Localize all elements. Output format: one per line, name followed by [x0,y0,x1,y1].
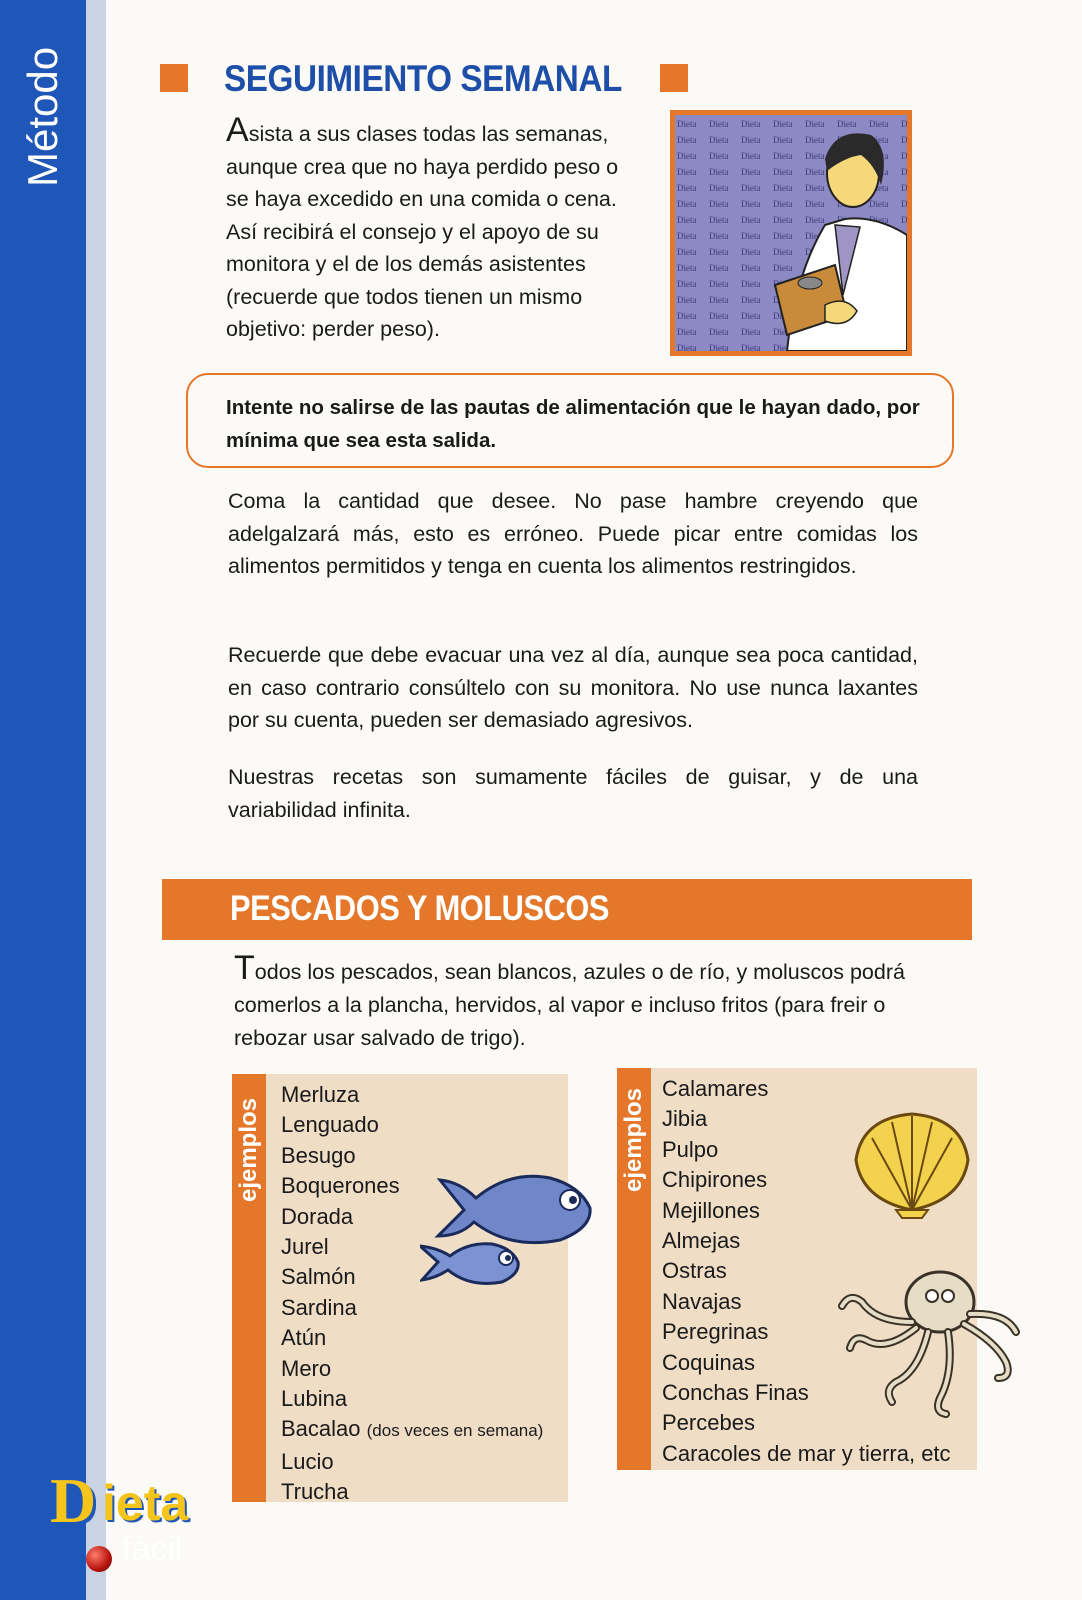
list-item-label: Chipirones [662,1167,768,1193]
list-item-label: Lenguado [281,1112,379,1138]
list-item-label: Sardina [281,1294,357,1320]
section2-intro-text: odos los pescados, sean blancos, azules o de río, y moluscos podrá comerlos a la plancha, hervidos, al vapor e incluso fritos (para freir o rebozar usar salvado de trigo). [234,960,905,1050]
list-item-label: Almejas [662,1228,741,1254]
list-item-label: Lucio [281,1448,334,1474]
title-bullet-right [660,64,688,92]
sidebar-stripe [86,0,106,1600]
list-item [281,1477,543,1507]
fish-icon [420,1166,600,1292]
drop-cap-2: T [234,949,255,987]
shell-icon [852,1110,972,1220]
paragraph-1: Coma la cantidad que desee. No pase hambre creyendo que adelgalzará más, esto es erróneo. Puede picar entre comidas los alimentos permitidos y tenga en cuenta los alimentos restringidos. [228,489,918,578]
list-item [281,1323,543,1353]
list-item-label: Percebes [662,1410,755,1436]
list-item-note: (dos veces en semana) [366,1421,544,1441]
logo-word-facil: fácil [122,1530,183,1568]
list-item-label: Coquinas [662,1349,755,1375]
section2-intro [234,949,934,1055]
list-item [281,1293,543,1323]
logo-ball-icon [86,1546,112,1572]
list-item-label: Pulpo [662,1136,719,1162]
fish-box-tab-label: ejemplos [235,1097,262,1203]
list-item-label: Dorada [281,1203,354,1229]
list-item-label: Jibia [662,1106,708,1132]
list-item-label: Lubina [281,1386,348,1412]
list-item-label: Boquerones [281,1173,400,1199]
paragraph-2: Recuerde que debe evacuar una vez al día, aunque sea poca cantidad, en caso contrario consúltelo con su monitora. No use nunca laxantes por su cuenta, pueden ser demasiado agresivos. [228,643,918,732]
list-item-label: Atún [281,1325,327,1351]
mollusc-box-tab-label: ejemplos [620,1087,647,1193]
list-item [281,1080,543,1110]
intro-text: sista a sus clases todas las semanas, aunque crea que no haya perdido peso o se haya excedido en una comida o cena. Así recibirá el consejo y el apoyo de su monitora y el de los demás asistentes (recuerde que todos tienen un mismo objetivo: perder peso). [226,122,619,341]
list-item-label: Mejillones [662,1197,760,1223]
nurse-illustration [675,115,907,351]
list-item [662,1439,951,1469]
list-item [281,1447,543,1477]
list-item-label: Bacalao [281,1416,361,1442]
paragraph-3: Nuestras recetas son sumamente fáciles de guisar, y de una variabilidad infinita. [228,765,918,822]
list-item-label: Besugo [281,1142,356,1168]
list-item-label: Caracoles de mar y tierra, etc [662,1440,951,1466]
list-item-label: Conchas Finas [662,1380,809,1406]
monitor-illustration [670,110,912,356]
list-item [281,1354,543,1384]
list-item-label: Ostras [662,1258,727,1284]
dieta-facil-logo [44,1464,204,1594]
logo-letter-d: D [50,1465,97,1536]
sidebar [0,0,86,1600]
list-item-label: Merluza [281,1082,360,1107]
list-item-label: Trucha [281,1479,349,1505]
list-item-label: Salmón [281,1264,356,1290]
list-item [281,1384,543,1414]
section-title-seguimiento: SEGUIMIENTO SEMANAL [224,58,622,99]
logo-word-ieta: ieta [102,1475,189,1531]
intro-paragraph [226,111,646,346]
list-item [662,1226,951,1256]
section-title-pescados: PESCADOS Y MOLUSCOS [230,889,610,928]
title-bullet-left [160,64,188,92]
list-item-label: Peregrinas [662,1319,769,1345]
octopus-icon [836,1262,1026,1422]
list-item-label: Jurel [281,1234,329,1260]
list-item-label: Calamares [662,1076,769,1101]
sidebar-label: Método [19,46,66,187]
list-item-label: Navajas [662,1288,742,1314]
list-item-label: Mero [281,1355,332,1381]
fish-list [281,1080,543,1508]
list-item [281,1414,543,1446]
drop-cap: A [226,111,249,149]
list-item [662,1074,951,1104]
callout-box: Intente no salirse de las pautas de alimentación que le hayan dado, por mínima que sea esta salida. [186,373,954,468]
list-item [281,1110,543,1140]
